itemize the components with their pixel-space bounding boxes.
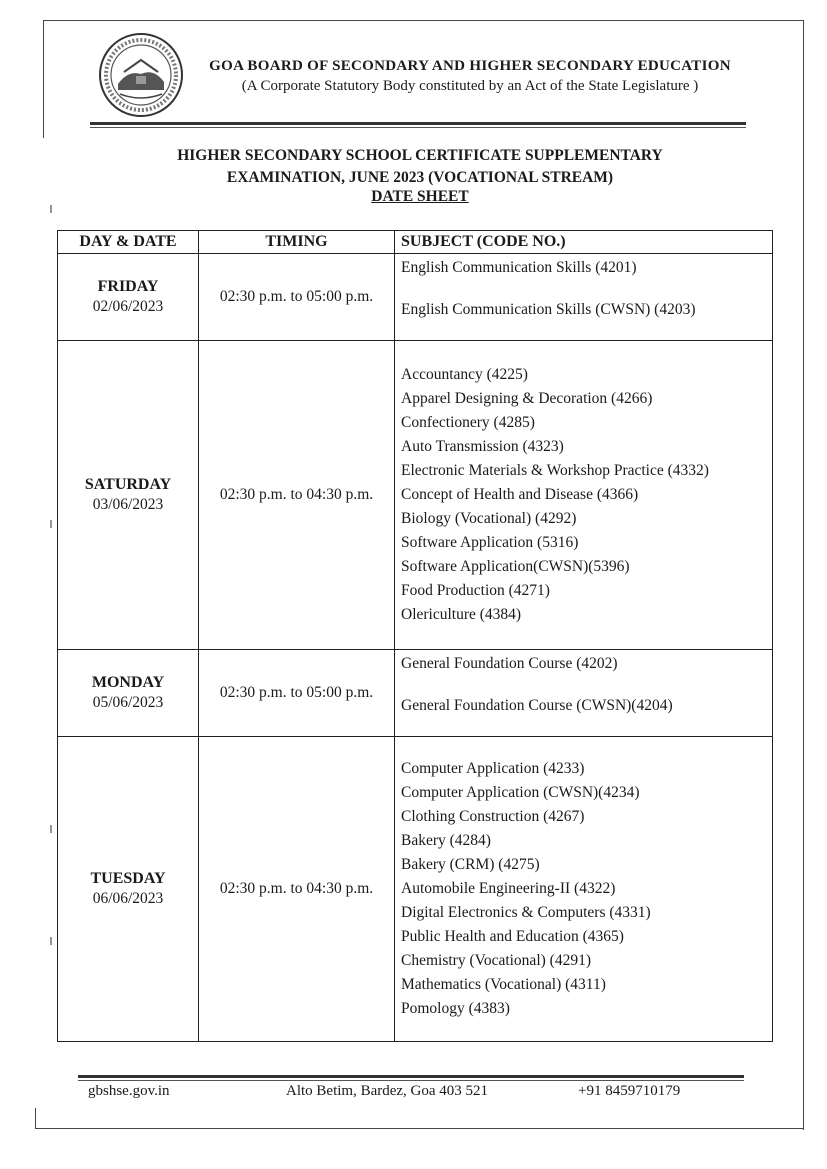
page-border-bottom — [35, 1128, 804, 1129]
subject-item: Software Application(CWSN)(5396) — [401, 558, 630, 575]
table-header-row — [58, 231, 773, 254]
page-border-top — [43, 20, 803, 21]
timing-cell: 02:30 p.m. to 05:00 p.m. — [199, 254, 395, 341]
exam-date: 03/06/2023 — [92, 496, 164, 513]
page-border-right — [803, 20, 804, 1130]
margin-mark — [50, 520, 52, 528]
organization-subtitle: (A Corporate Statutory Body constituted by an Act of the State Legislature ) — [241, 78, 699, 94]
day-date-cell — [58, 254, 199, 341]
subject-item: Clothing Construction (4267) — [401, 808, 585, 825]
timing-cell: 02:30 p.m. to 05:00 p.m. — [199, 650, 395, 737]
subject-cell — [395, 737, 773, 1042]
table-row — [58, 650, 773, 737]
subject-item: Chemistry (Vocational) (4291) — [401, 952, 591, 969]
column-header-day-date: DAY & DATE — [58, 231, 199, 254]
board-seal-icon — [98, 32, 184, 118]
column-header-timing: TIMING — [199, 231, 395, 254]
page-border-left-lower — [35, 1108, 36, 1129]
organization-name: GOA BOARD OF SECONDARY AND HIGHER SECONDARY EDUCATION — [209, 58, 731, 74]
margin-mark — [50, 825, 52, 833]
subject-item: Computer Application (4233) — [401, 760, 585, 777]
day-name: TUESDAY — [90, 870, 166, 887]
exam-date: 05/06/2023 — [92, 694, 164, 711]
day-date-cell — [58, 737, 199, 1042]
subject-item: English Communication Skills (4201) — [401, 259, 637, 276]
subject-item: English Communication Skills (CWSN) (4203) — [401, 301, 696, 318]
day-name: SATURDAY — [84, 476, 172, 493]
timing-cell: 02:30 p.m. to 04:30 p.m. — [199, 737, 395, 1042]
header-divider-thin — [90, 127, 746, 128]
subject-item: Food Production (4271) — [401, 582, 550, 599]
footer-website[interactable]: gbshse.gov.in — [88, 1083, 170, 1099]
column-header-subject: SUBJECT (CODE NO.) — [395, 231, 773, 254]
day-date-cell — [58, 650, 199, 737]
subject-item: Biology (Vocational) (4292) — [401, 510, 577, 527]
subject-item: Computer Application (CWSN)(4234) — [401, 784, 640, 801]
subject-item: Accountancy (4225) — [401, 366, 528, 383]
document-title-line2: EXAMINATION, JUNE 2023 (VOCATIONAL STREAM) — [226, 169, 614, 186]
footer-address: Alto Betim, Bardez, Goa 403 521 — [286, 1083, 489, 1099]
subject-item: General Foundation Course (CWSN)(4204) — [401, 697, 673, 714]
day-name: FRIDAY — [97, 278, 159, 295]
exam-date: 02/06/2023 — [92, 298, 164, 315]
page-border-left — [43, 20, 44, 138]
document-title-line1: HIGHER SECONDARY SCHOOL CERTIFICATE SUPPLEMENTARY — [177, 147, 663, 164]
subject-item: Mathematics (Vocational) (4311) — [401, 976, 606, 993]
subject-item: Pomology (4383) — [401, 1000, 510, 1017]
subject-item: Bakery (CRM) (4275) — [401, 856, 540, 873]
footer-divider-thin — [78, 1080, 744, 1081]
table-row — [58, 254, 773, 341]
exam-date: 06/06/2023 — [92, 890, 164, 907]
subject-cell — [395, 254, 773, 341]
header-divider — [90, 122, 746, 125]
subject-item: Confectionery (4285) — [401, 414, 535, 431]
subject-item: Public Health and Education (4365) — [401, 928, 624, 945]
subject-item: Olericulture (4384) — [401, 606, 522, 623]
footer-divider — [78, 1075, 744, 1078]
table-row — [58, 737, 773, 1042]
day-name: MONDAY — [91, 674, 165, 691]
footer-phone: +91 8459710179 — [578, 1083, 681, 1099]
subject-item: General Foundation Course (4202) — [401, 655, 618, 672]
day-date-cell — [58, 341, 199, 650]
margin-mark — [50, 937, 52, 945]
subject-item: Software Application (5316) — [401, 534, 579, 551]
subject-item: Apparel Designing & Decoration (4266) — [401, 390, 653, 407]
timing-cell: 02:30 p.m. to 04:30 p.m. — [199, 341, 395, 650]
subject-item: Concept of Health and Disease (4366) — [401, 486, 639, 503]
subject-item: Digital Electronics & Computers (4331) — [401, 904, 651, 921]
date-sheet-table — [57, 230, 773, 1042]
subject-cell — [395, 650, 773, 737]
subject-item: Auto Transmission (4323) — [401, 438, 564, 455]
subject-item: Bakery (4284) — [401, 832, 491, 849]
document-title-line3: DATE SHEET — [371, 188, 469, 205]
subject-cell — [395, 341, 773, 650]
table-row — [58, 341, 773, 650]
margin-mark — [50, 205, 52, 213]
subject-item: Automobile Engineering-II (4322) — [401, 880, 616, 897]
subject-item: Electronic Materials & Workshop Practice (4332) — [401, 462, 709, 479]
